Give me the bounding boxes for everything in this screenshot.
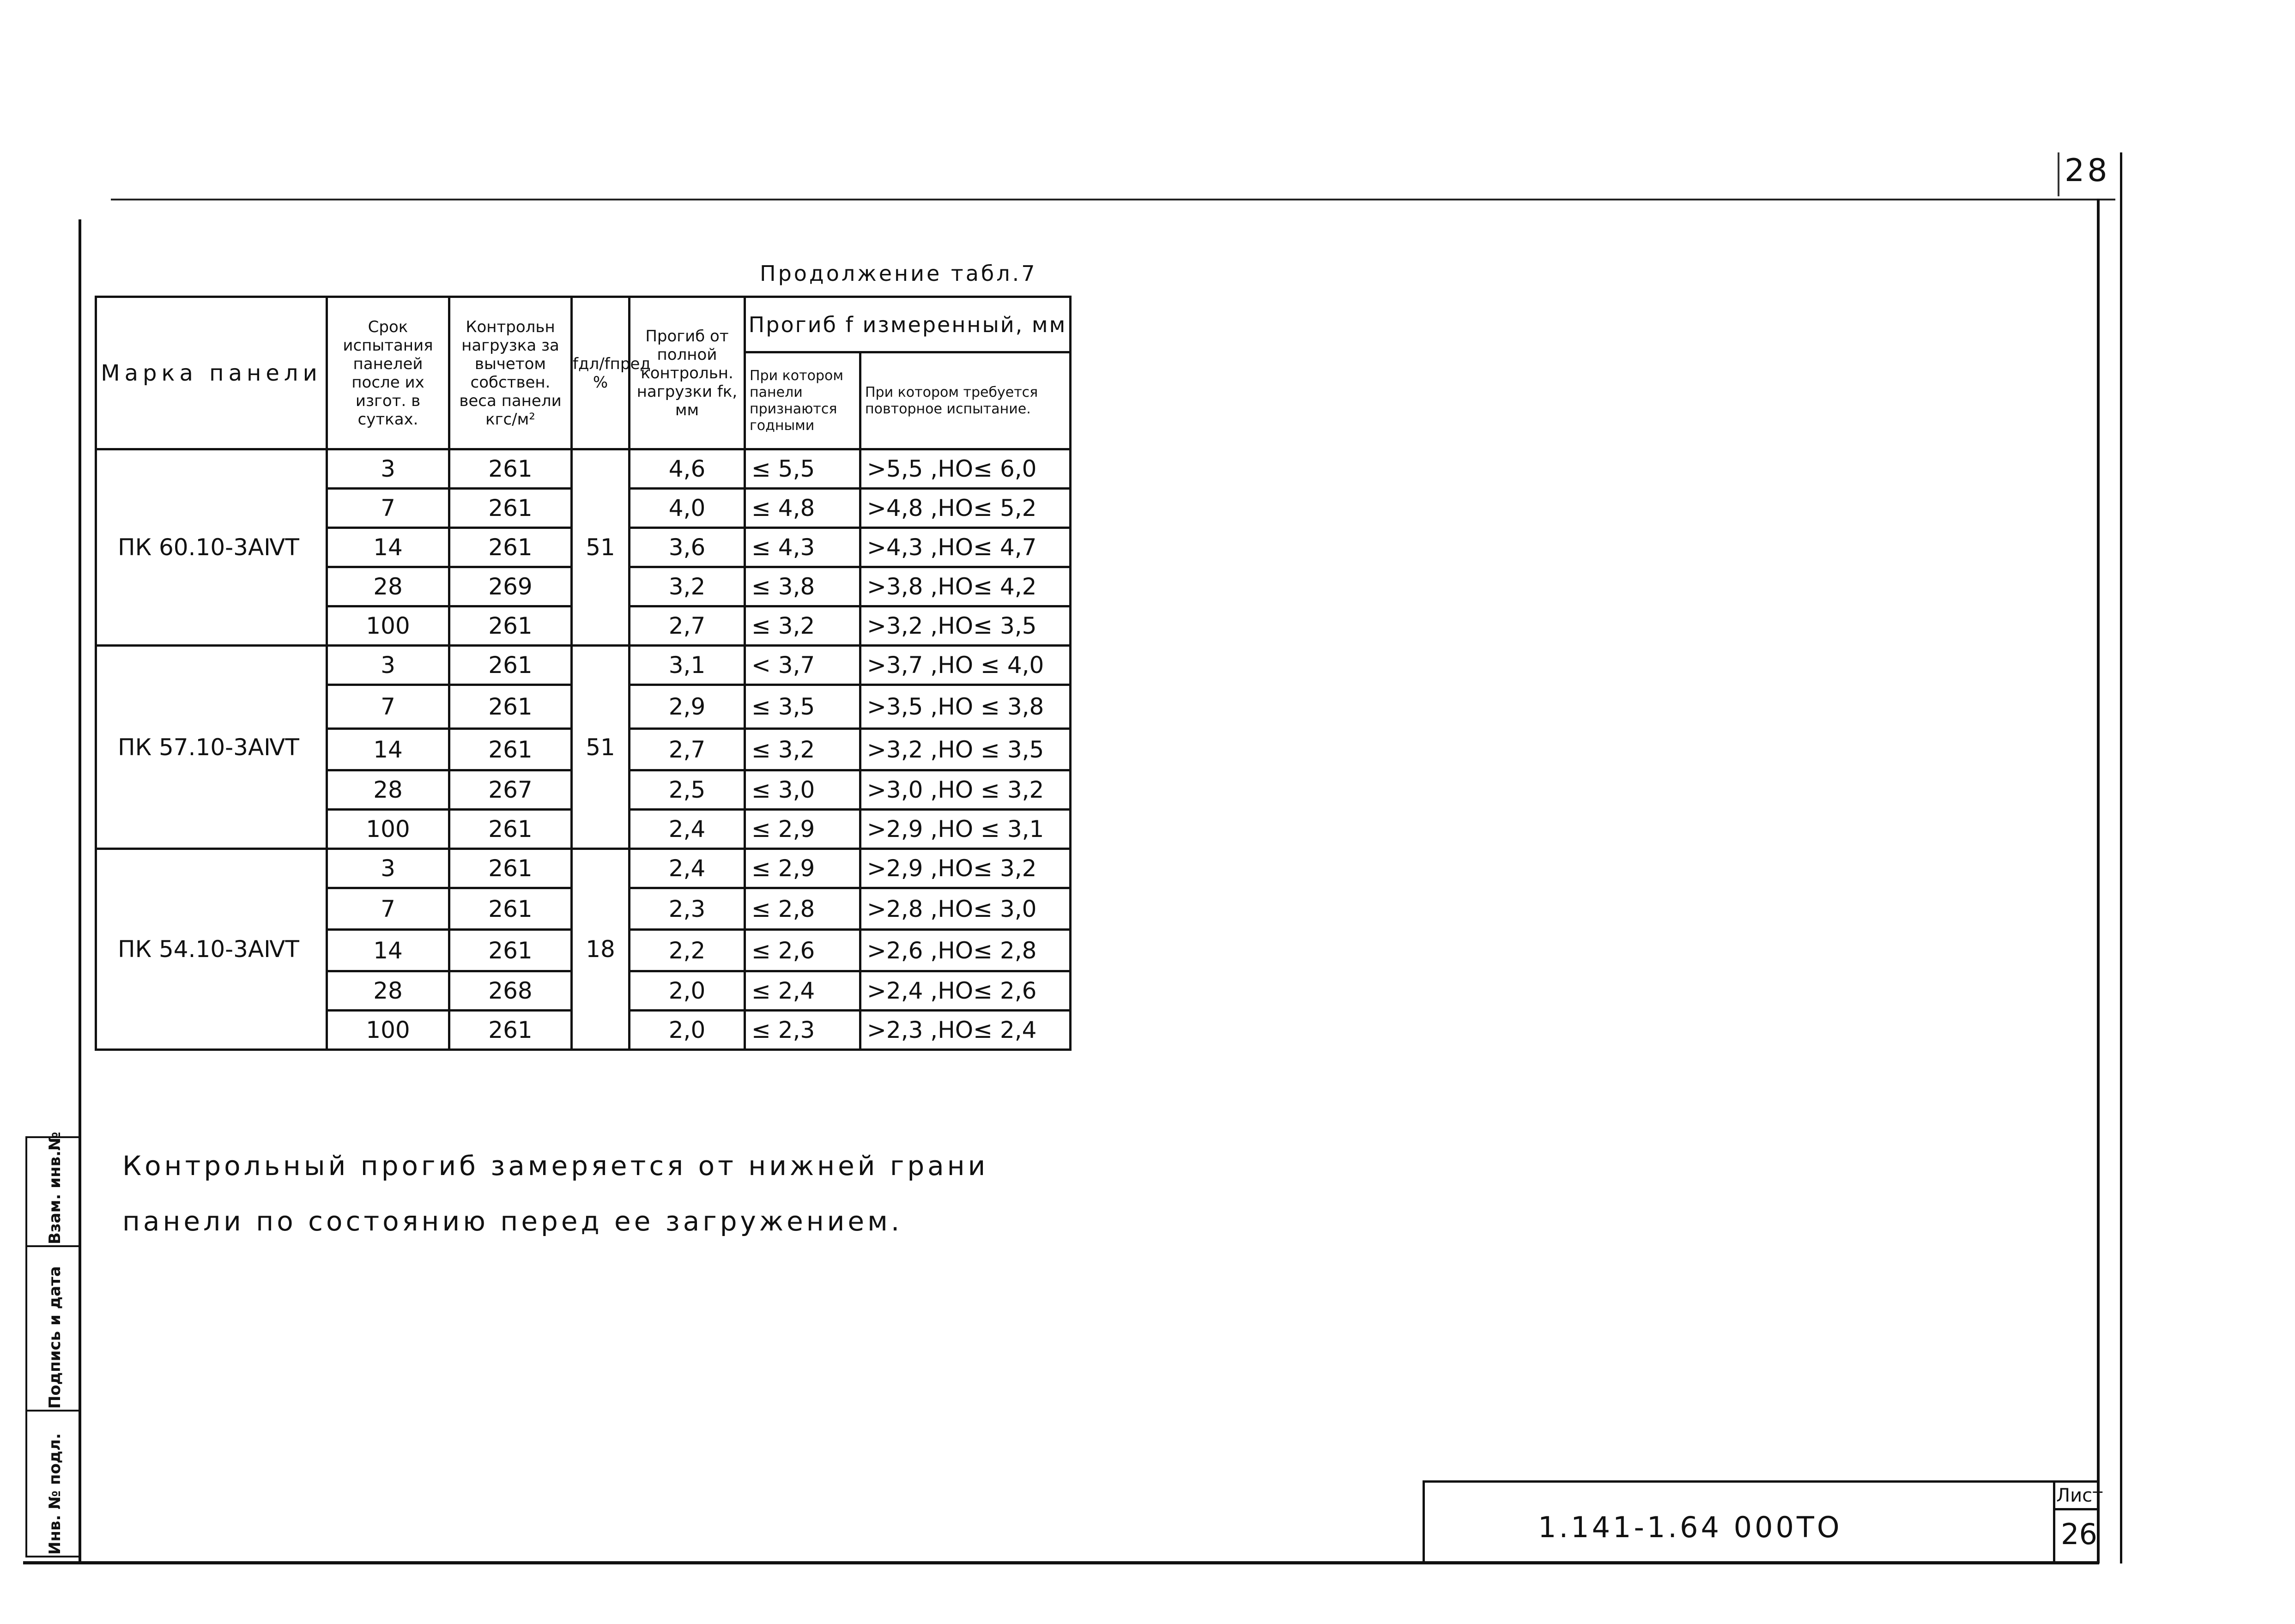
retest-cell: >3,5 ,НО ≤ 3,8 [860, 685, 1071, 729]
load-cell: 261 [449, 606, 572, 646]
header-mark: Марка панели [96, 297, 327, 449]
load-cell: 268 [449, 971, 572, 1011]
load-cell: 261 [449, 646, 572, 685]
retest-cell: >3,8 ,НО≤ 4,2 [860, 567, 1071, 606]
retest-cell: >3,0 ,НО ≤ 3,2 [860, 770, 1071, 810]
load-cell: 261 [449, 729, 572, 770]
acceptable-cell: ≤ 3,2 [745, 606, 860, 646]
term-cell: 3 [327, 646, 449, 685]
top-rule [111, 199, 2115, 200]
retest-cell: >2,3 ,НО≤ 2,4 [860, 1011, 1071, 1050]
side-cell-replace-inv [25, 1132, 81, 1247]
ratio-cell: 18 [572, 849, 630, 1050]
side-label-signature: Подпись и дата [46, 1266, 64, 1409]
page-number: 28 [2065, 152, 2110, 189]
side-cell-signature [25, 1245, 81, 1412]
load-cell: 261 [449, 888, 572, 930]
header-full-deflection: Прогиб от полной контрольн. нагрузки fк, мм [630, 297, 745, 449]
deflection-cell: 2,7 [630, 729, 745, 770]
acceptable-cell: ≤ 3,5 [745, 685, 860, 729]
retest-cell: >2,8 ,НО≤ 3,0 [860, 888, 1071, 930]
deflection-cell: 2,5 [630, 770, 745, 810]
retest-cell: >2,9 ,НО ≤ 3,1 [860, 810, 1071, 849]
load-cell: 261 [449, 930, 572, 971]
load-cell: 261 [449, 810, 572, 849]
acceptable-cell: ≤ 2,3 [745, 1011, 860, 1050]
deflection-cell: 3,1 [630, 646, 745, 685]
deflection-cell: 2,2 [630, 930, 745, 971]
panel-mark: ПК 54.10-3АⅣТ [96, 849, 327, 1050]
deflection-table [95, 296, 1072, 1051]
load-cell: 261 [449, 685, 572, 729]
table-row [96, 646, 1071, 685]
term-cell: 7 [327, 888, 449, 930]
term-cell: 28 [327, 770, 449, 810]
panel-mark: ПК 57.10-3АⅣТ [96, 646, 327, 849]
deflection-cell: 4,0 [630, 489, 745, 528]
load-cell: 261 [449, 849, 572, 888]
note-line-1: Контрольный прогиб замеряется от нижней грани [122, 1150, 989, 1182]
term-cell: 28 [327, 567, 449, 606]
acceptable-cell: ≤ 4,8 [745, 489, 860, 528]
frame-outer-right-border [2120, 152, 2122, 1563]
retest-cell: >2,9 ,НО≤ 3,2 [860, 849, 1071, 888]
retest-cell: >4,8 ,НО≤ 5,2 [860, 489, 1071, 528]
header-retest: При котором требуется повторное испытание. [860, 352, 1071, 449]
note-line-2: панели по состоянию перед ее загружением. [122, 1206, 903, 1237]
acceptable-cell: < 3,7 [745, 646, 860, 685]
load-cell: 261 [449, 1011, 572, 1050]
acceptable-cell: ≤ 3,8 [745, 567, 860, 606]
term-cell: 100 [327, 1011, 449, 1050]
header-control-load: Контрольн нагрузка за вычетом собствен. веса панели кгс/м² [449, 297, 572, 449]
deflection-cell: 2,4 [630, 810, 745, 849]
load-cell: 261 [449, 489, 572, 528]
table-caption: Продолжение табл.7 [760, 261, 1037, 286]
acceptable-cell: ≤ 2,8 [745, 888, 860, 930]
deflection-cell: 2,3 [630, 888, 745, 930]
document-code: 1.141-1.64 000ТО [1538, 1510, 1842, 1544]
retest-cell: >2,4 ,НО≤ 2,6 [860, 971, 1071, 1011]
header-ratio: fдл/fпред % [572, 297, 630, 449]
sheet-number: 26 [2061, 1517, 2097, 1551]
deflection-cell: 3,2 [630, 567, 745, 606]
term-cell: 14 [327, 729, 449, 770]
side-label-inv-no: Инв. № подл. [46, 1433, 64, 1555]
retest-cell: >3,7 ,НО ≤ 4,0 [860, 646, 1071, 685]
side-cell-inv-no [25, 1410, 81, 1557]
retest-cell: >3,2 ,НО≤ 3,5 [860, 606, 1071, 646]
deflection-cell: 2,0 [630, 971, 745, 1011]
page-number-divider [2058, 152, 2059, 196]
acceptable-cell: ≤ 2,9 [745, 810, 860, 849]
acceptable-cell: ≤ 2,4 [745, 971, 860, 1011]
side-label-replace-inv: Взам. инв.№ [46, 1132, 64, 1244]
retest-cell: >3,2 ,НО ≤ 3,5 [860, 729, 1071, 770]
load-cell: 261 [449, 528, 572, 567]
sheet-label: Лист [2056, 1485, 2103, 1506]
load-cell: 261 [449, 449, 572, 489]
deflection-cell: 2,4 [630, 849, 745, 888]
load-cell: 267 [449, 770, 572, 810]
deflection-cell: 2,0 [630, 1011, 745, 1050]
header-measured-deflection: Прогиб f измеренный, мм [745, 297, 1071, 352]
term-cell: 3 [327, 849, 449, 888]
acceptable-cell: ≤ 4,3 [745, 528, 860, 567]
retest-cell: >4,3 ,НО≤ 4,7 [860, 528, 1071, 567]
ratio-cell: 51 [572, 449, 630, 646]
term-cell: 100 [327, 606, 449, 646]
side-stamp-strip [25, 1132, 81, 1561]
table-row [96, 449, 1071, 489]
deflection-cell: 2,9 [630, 685, 745, 729]
acceptable-cell: ≤ 3,2 [745, 729, 860, 770]
header-term: Срок испытания панелей после их изгот. в сутках. [327, 297, 449, 449]
acceptable-cell: ≤ 3,0 [745, 770, 860, 810]
deflection-cell: 3,6 [630, 528, 745, 567]
acceptable-cell: ≤ 5,5 [745, 449, 860, 489]
ratio-cell: 51 [572, 646, 630, 849]
frame-right-border [2097, 199, 2100, 1563]
term-cell: 14 [327, 528, 449, 567]
load-cell: 269 [449, 567, 572, 606]
term-cell: 28 [327, 971, 449, 1011]
term-cell: 7 [327, 685, 449, 729]
retest-cell: >2,6 ,НО≤ 2,8 [860, 930, 1071, 971]
deflection-cell: 4,6 [630, 449, 745, 489]
acceptable-cell: ≤ 2,6 [745, 930, 860, 971]
sheet-divider [2053, 1508, 2099, 1510]
term-cell: 7 [327, 489, 449, 528]
acceptable-cell: ≤ 2,9 [745, 849, 860, 888]
term-cell: 3 [327, 449, 449, 489]
term-cell: 14 [327, 930, 449, 971]
term-cell: 100 [327, 810, 449, 849]
deflection-cell: 2,7 [630, 606, 745, 646]
header-acceptable: При котором панели признаются годными [745, 352, 860, 449]
retest-cell: >5,5 ,НО≤ 6,0 [860, 449, 1071, 489]
table-row [96, 849, 1071, 888]
panel-mark: ПК 60.10-3АⅣТ [96, 449, 327, 646]
